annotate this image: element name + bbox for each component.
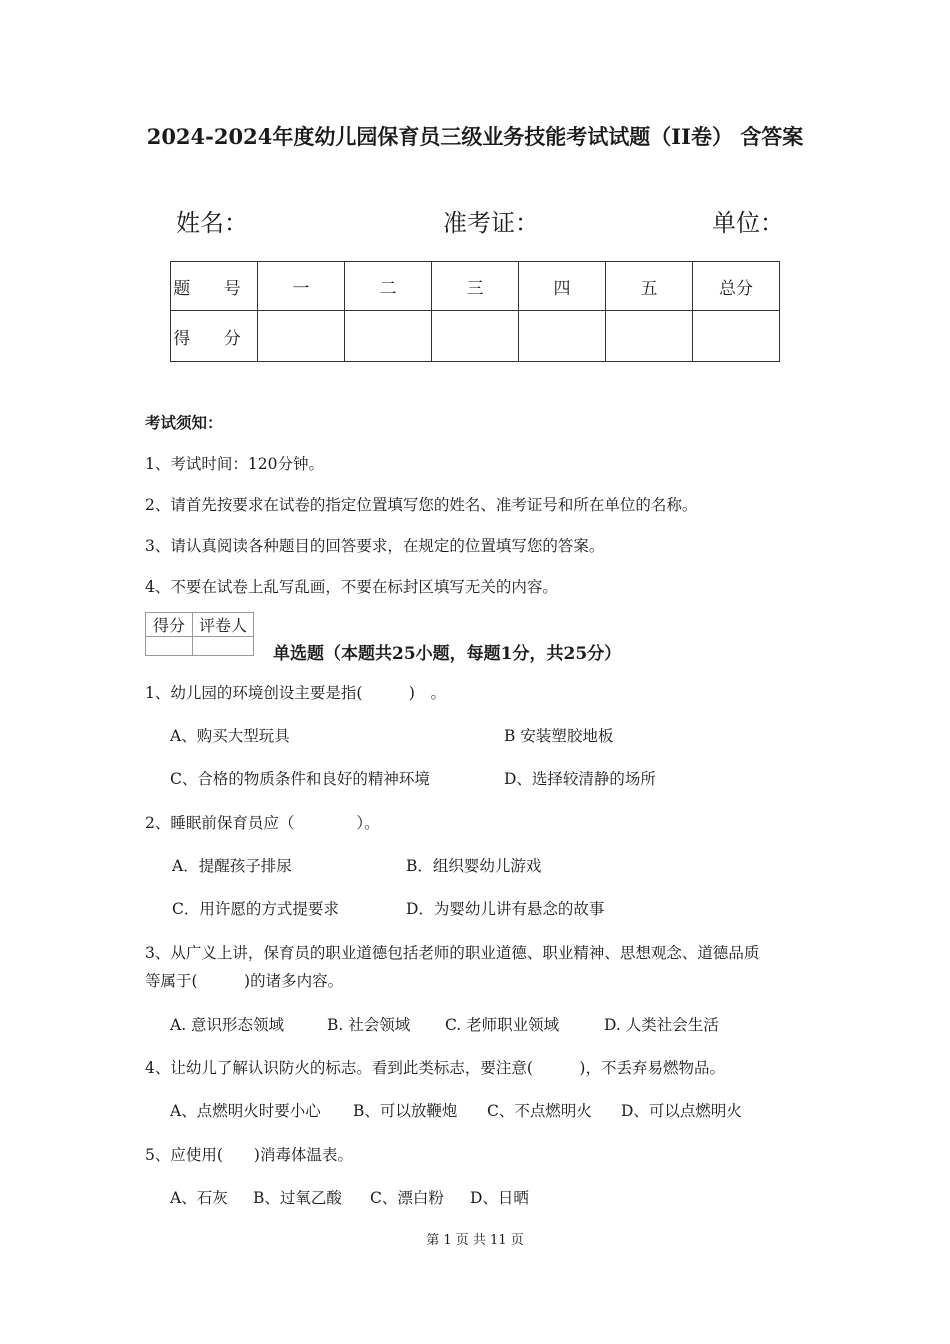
question-3-option-b: B. 社会领域 — [327, 1016, 411, 1034]
score-table-header-label: 题 号 — [171, 262, 258, 311]
question-1-option-c: C、合格的物质条件和良好的精神环境 — [170, 770, 430, 788]
unit-label: 单位： — [712, 209, 784, 237]
question-4-option-c: C、不点燃明火 — [487, 1102, 592, 1120]
notice-item-2: 2、请首先按要求在试卷的指定位置填写您的姓名、准考证号和所在单位的名称。 — [145, 496, 698, 514]
notice-item-3: 3、请认真阅读各种题目的回答要求，在规定的位置填写您的答案。 — [145, 537, 605, 555]
question-3-option-c: C. 老师职业领域 — [445, 1016, 560, 1034]
name-label: 姓名： — [176, 209, 248, 237]
score-table-col-4: 四 — [519, 262, 606, 311]
notice-item-4: 4、不要在试卷上乱写乱画，不要在标封区填写无关的内容。 — [145, 578, 558, 596]
question-2-option-b: B．组织婴幼儿游戏 — [406, 857, 542, 875]
score-cell — [519, 311, 606, 362]
question-5-option-a: A、石灰 — [170, 1189, 228, 1207]
score-cell — [432, 311, 519, 362]
score-table-col-2: 二 — [345, 262, 432, 311]
question-2-option-a: A．提醒孩子排尿 — [172, 857, 292, 875]
notice-item-1: 1、考试时间：120分钟。 — [145, 455, 324, 473]
grade-box — [145, 612, 254, 656]
grade-box-score-cell — [146, 637, 193, 656]
score-cell — [258, 311, 345, 362]
score-table-col-5: 五 — [606, 262, 693, 311]
score-cell — [606, 311, 693, 362]
question-2-stem: 2、睡眠前保育员应（ ）。 — [145, 814, 380, 832]
question-4-option-d: D、可以点燃明火 — [621, 1102, 742, 1120]
question-1-option-a: A、购买大型玩具 — [170, 727, 290, 745]
document-title: 2024-2024年度幼儿园保育员三级业务技能考试试题（II卷） 含答案 — [146, 124, 804, 149]
grade-box-grader-label: 评卷人 — [193, 613, 254, 637]
score-table-col-1: 一 — [258, 262, 345, 311]
question-1-option-d: D、选择较清静的场所 — [504, 770, 656, 788]
score-table-row-label: 得 分 — [171, 311, 258, 362]
question-1-option-b: B 安装塑胶地板 — [504, 727, 614, 745]
score-cell — [693, 311, 780, 362]
question-3-stem-line-2: 等属于( )的诸多内容。 — [145, 972, 344, 990]
question-5-option-b: B、过氧乙酸 — [253, 1189, 342, 1207]
page-footer: 第 1 页 共 11 页 — [426, 1233, 524, 1248]
grade-box-score-label: 得分 — [146, 613, 193, 637]
question-4-option-b: B、可以放鞭炮 — [353, 1102, 458, 1120]
question-5-option-c: C、漂白粉 — [370, 1189, 444, 1207]
score-table — [170, 261, 780, 362]
score-table-col-total: 总分 — [693, 262, 780, 311]
question-4-option-a: A、点燃明火时要小心 — [170, 1102, 321, 1120]
grade-box-grader-cell — [193, 637, 254, 656]
question-3-stem-line-1: 3、从广义上讲，保育员的职业道德包括老师的职业道德、职业精神、思想观念、道德品质 — [145, 944, 760, 962]
question-2-option-c: C．用许愿的方式提要求 — [172, 900, 339, 918]
question-1-stem: 1、幼儿园的环境创设主要是指( ) 。 — [145, 684, 446, 702]
section-title: 单选题（本题共25小题，每题1分，共25分） — [273, 644, 622, 664]
question-2-option-d: D．为婴幼儿讲有悬念的故事 — [406, 900, 605, 918]
score-table-col-3: 三 — [432, 262, 519, 311]
question-4-stem: 4、让幼儿了解认识防火的标志。看到此类标志，要注意( )，不丢弃易燃物品。 — [145, 1059, 725, 1077]
score-cell — [345, 311, 432, 362]
question-5-stem: 5、应使用( )消毒体温表。 — [145, 1146, 353, 1164]
question-3-option-a: A. 意识形态领域 — [170, 1016, 285, 1034]
question-5-option-d: D、日晒 — [470, 1189, 529, 1207]
ticket-label: 准考证： — [443, 209, 539, 237]
question-3-option-d: D. 人类社会生活 — [604, 1016, 719, 1034]
notice-heading: 考试须知： — [145, 413, 223, 432]
